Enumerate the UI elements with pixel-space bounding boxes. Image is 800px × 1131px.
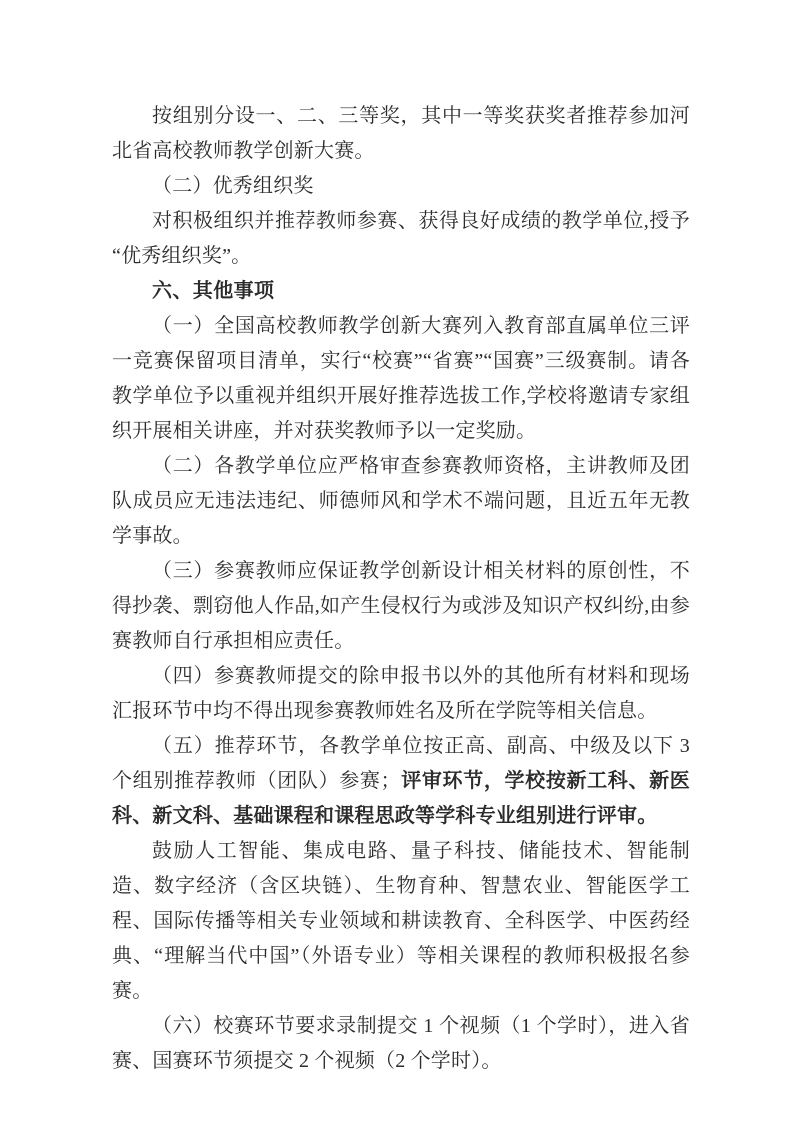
paragraph-encouraged-fields xyxy=(112,834,690,1009)
paragraph-item-3-originality xyxy=(112,554,690,659)
paragraph-text: 对积极组织并推荐教师参赛、获得良好成绩的教学单位,授予“优秀组织奖”。 xyxy=(112,210,690,267)
section-heading-other-matters xyxy=(112,274,690,309)
paragraph-excellent-organization-award xyxy=(112,204,690,274)
paragraph-text: （六）校赛环节要求录制提交 1 个视频（1 个学时），进入省赛、国赛环节须提交 2 个视频（2 个学时）。 xyxy=(112,1015,690,1072)
subheading-excellent-organization-award xyxy=(112,169,690,204)
paragraph-item-6-video-requirements xyxy=(112,1009,690,1079)
paragraph-text: 按组别分设一、二、三等奖，其中一等奖获奖者推荐参加河北省高校教师教学创新大赛。 xyxy=(112,105,690,162)
paragraph-item-5-recommendation-review xyxy=(112,729,690,834)
heading-text: 六、其他事项 xyxy=(152,280,275,302)
paragraph-text: （二）各教学单位应严格审查参赛教师资格，主讲教师及团队成员应无违法违纪、师德师风和学术不端问题，且近五年无教学事故。 xyxy=(112,455,690,547)
paragraph-text: （五）推荐环节，各教学单位按正高、副高、中级及以下 3 个组别推荐教师（团队）参赛； xyxy=(112,735,690,792)
paragraph-text: （一）全国高校教师教学创新大赛列入教育部直属单位三评一竞赛保留项目清单，实行“校赛”“省赛”“国赛”三级赛制。请各教学单位予以重视并组织开展好推荐选拔工作,学校将邀请专家组织开展相关讲座，并对获奖教师予以一定奖励。 xyxy=(112,315,690,442)
paragraph-item-4-anonymity xyxy=(112,659,690,729)
paragraph-item-1-competition-system xyxy=(112,309,690,449)
paragraph-item-2-qualification-review xyxy=(112,449,690,554)
paragraph-text: （四）参赛教师提交的除申报书以外的其他所有材料和现场汇报环节中均不得出现参赛教师姓名及所在学院等相关信息。 xyxy=(112,665,690,722)
paragraph-text: （三）参赛教师应保证教学创新设计相关材料的原创性，不得抄袭、剽窃他人作品,如产生侵权行为或涉及知识产权纠纷,由参赛教师自行承担相应责任。 xyxy=(112,560,690,652)
paragraph-text: 鼓励人工智能、集成电路、量子科技、储能技术、智能制造、数字经济（含区块链）、生物育种、智慧农业、智能医学工程、国际传播等相关专业领域和耕读教育、全科医学、中医药经典、“理解当代中国”（外语专业）等相关课程的教师积极报名参赛。 xyxy=(112,840,690,1002)
paragraph-bold-text: 评审环节，学校按新工科、新医科、新文科、基础课程和课程思政等学科专业组别进行评审。 xyxy=(112,770,690,827)
paragraph-text: （二）优秀组织奖 xyxy=(152,175,314,197)
paragraph-award-tiers xyxy=(112,99,690,169)
